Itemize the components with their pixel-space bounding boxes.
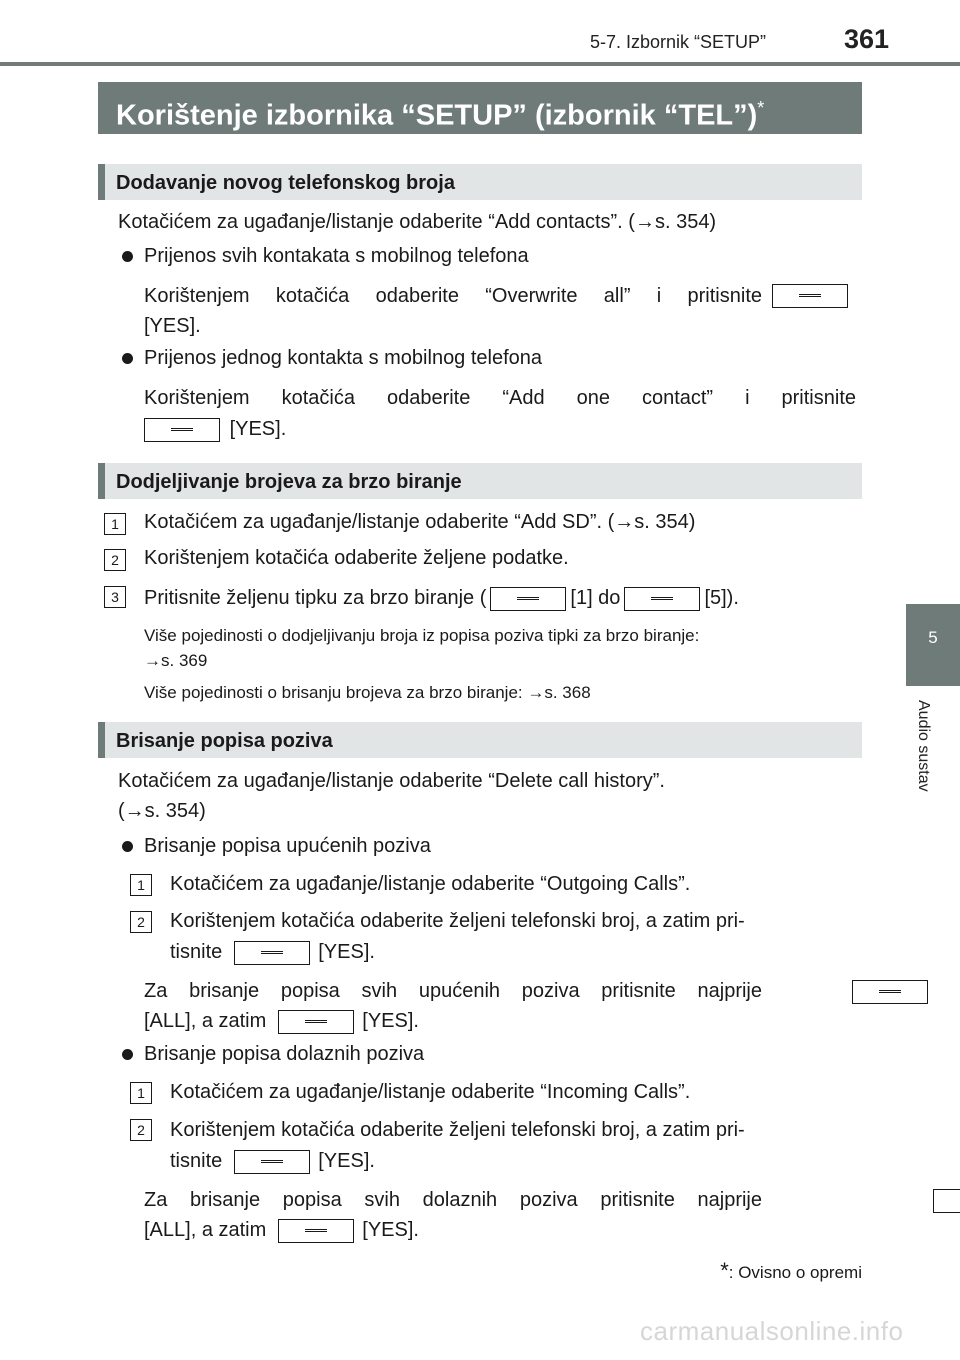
step-number: 2 xyxy=(130,911,152,933)
bullet xyxy=(122,841,133,852)
speed-dial-button-icon xyxy=(624,587,700,611)
incoming-step2-line1: Korištenjem kotačića odaberite željeni telefonski broj, a zatim pri- xyxy=(170,1119,745,1141)
outgoing-step2-line2: tisnite [YES]. xyxy=(170,941,375,963)
transfer-all-line2: [YES]. xyxy=(144,315,201,337)
page-title xyxy=(98,82,862,134)
speed-dial-step3: Pritisnite željenu tipku za brzo biranje ( [1] do [5]). xyxy=(144,587,739,609)
chapter-number: 5 xyxy=(928,628,938,647)
speed-dial-note1-line1: Više pojedinosti o dodjeljivanju broja iz popisa poziva tipki za brzo biranje: xyxy=(144,626,700,645)
bullet-transfer-one: Prijenos jednog kontakta s mobilnog telefona xyxy=(144,347,543,369)
enter-button-icon xyxy=(852,980,928,1004)
step-number: 2 xyxy=(104,549,126,571)
bullet xyxy=(122,1049,133,1060)
outgoing-step2-line1: Korištenjem kotačića odaberite željeni telefonski broj, a zatim pri- xyxy=(170,910,745,932)
speed-dial-step1: Kotačićem za ugađanje/listanje odaberite “Add SD”. (→s. 354) xyxy=(144,511,696,533)
incoming-all-line2: [ALL], a zatim [YES]. xyxy=(144,1219,419,1241)
equipment-mark: * xyxy=(757,98,765,118)
bullet-incoming: Brisanje popisa dolaznih poziva xyxy=(144,1043,425,1065)
section-heading-add-number: Dodavanje novog telefonskog broja xyxy=(98,164,862,200)
incoming-step1: Kotačićem za ugađanje/listanje odaberite “Incoming Calls”. xyxy=(170,1081,691,1103)
page-title-text: Korištenje izbornika “SETUP” (izbornik “TEL”) xyxy=(116,99,758,132)
transfer-one-line2: [YES]. xyxy=(144,414,286,444)
enter-button-icon xyxy=(772,284,848,308)
bullet xyxy=(122,353,133,364)
step-number: 1 xyxy=(130,874,152,896)
speed-dial-note1-line2: →s. 369 xyxy=(144,651,208,670)
enter-button-icon xyxy=(234,941,310,965)
step-number: 1 xyxy=(104,513,126,535)
step-number: 1 xyxy=(130,1082,152,1104)
footnote-mark: * xyxy=(720,1258,729,1283)
section-heading-delete-history: Brisanje popisa poziva xyxy=(98,722,862,758)
speed-dial-note2: Više pojedinosti o brisanju brojeva za brzo biranje: →s. 368 xyxy=(144,683,591,702)
step-number: 3 xyxy=(104,586,126,608)
outgoing-all-line2: [ALL], a zatim [YES]. xyxy=(144,1010,419,1032)
outgoing-step1: Kotačićem za ugađanje/listanje odaberite “Outgoing Calls”. xyxy=(170,873,691,895)
transfer-all-line1: Korištenjem kotačića odaberite “Overwrite all” i pritisnite xyxy=(144,285,762,307)
footnote-text: : Ovisno o opremi xyxy=(728,1263,862,1282)
watermark: carmanualsonline.info xyxy=(640,1316,904,1346)
enter-button-icon xyxy=(933,1189,960,1213)
bullet xyxy=(122,251,133,262)
enter-button-icon xyxy=(278,1219,354,1243)
add-number-intro: Kotačićem za ugađanje/listanje odaberite “Add contacts”. (→s. 354) xyxy=(118,211,717,233)
section-heading-speed-dial: Dodjeljivanje brojeva za brzo biranje xyxy=(98,463,862,499)
header-divider xyxy=(0,62,960,66)
incoming-all-line1: Za brisanje popisa svih dolaznih poziva pritisnite najprije xyxy=(144,1189,762,1211)
footnote xyxy=(720,1258,862,1284)
delete-history-intro-line2: (→s. 354) xyxy=(118,800,206,822)
speed-dial-step2: Korištenjem kotačića odaberite željene podatke. xyxy=(144,547,569,569)
enter-button-icon xyxy=(144,418,220,442)
incoming-step2-line2: tisnite [YES]. xyxy=(170,1150,375,1172)
step-number: 2 xyxy=(130,1119,152,1141)
bullet-transfer-all: Prijenos svih kontakata s mobilnog telefona xyxy=(144,245,529,267)
enter-button-icon xyxy=(278,1010,354,1034)
page-number: 361 xyxy=(844,24,890,54)
delete-history-intro-line1: Kotačićem za ugađanje/listanje odaberite “Delete call history”. xyxy=(118,770,665,792)
bullet-outgoing: Brisanje popisa upućenih poziva xyxy=(144,835,431,857)
chapter-label: Audio sustav xyxy=(915,700,932,792)
enter-button-icon xyxy=(234,1150,310,1174)
speed-dial-button-icon xyxy=(490,587,566,611)
transfer-one-line1: Korištenjem kotačića odaberite “Add one contact” i pritisnite xyxy=(144,387,856,409)
outgoing-all-line1: Za brisanje popisa svih upućenih poziva pritisnite najprije xyxy=(144,980,762,1002)
section-breadcrumb: 5-7. Izbornik “SETUP” xyxy=(590,32,767,52)
